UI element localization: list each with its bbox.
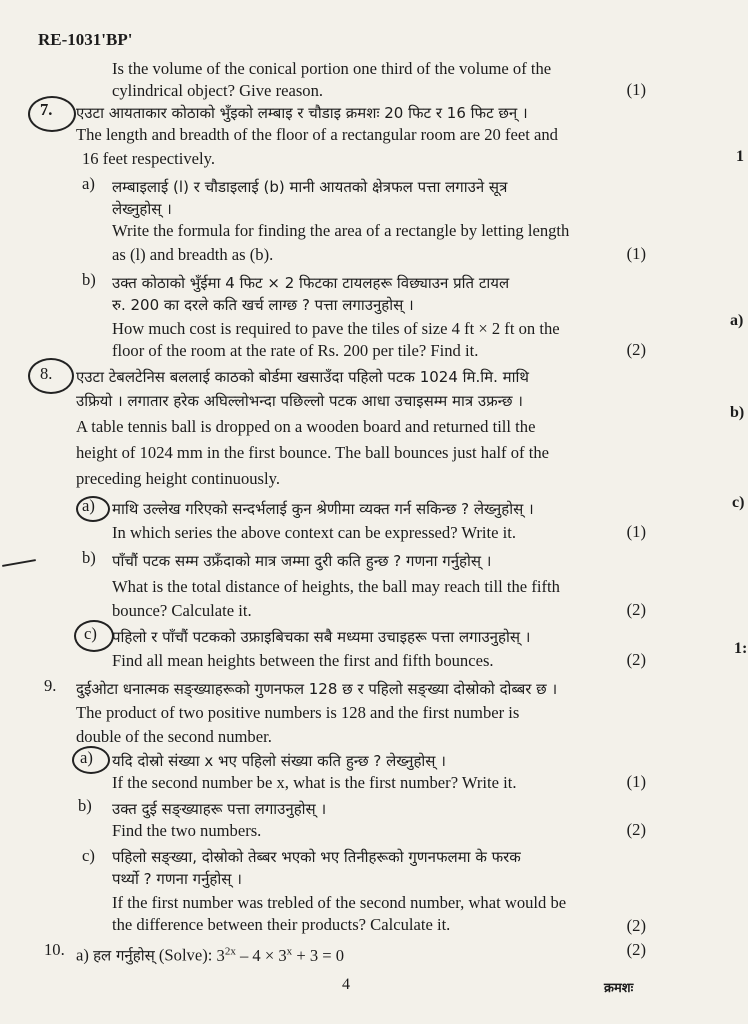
q10a-nepali-prefix: हल गर्नुहोस् xyxy=(93,946,155,965)
q8c-label: c) xyxy=(84,624,97,643)
q7b-english-2: floor of the room at the rate of Rs. 200 per tile? Find it. xyxy=(112,341,479,360)
q8-english-1: A table tennis ball is dropped on a wooden board and returned till the xyxy=(76,417,536,436)
q8a-label: a) xyxy=(82,496,95,515)
q9a-nepali-1: यदि दोस्रो संख्या x भए पहिलो संख्या कति हुन्छ ? लेख्नुहोस् । xyxy=(112,752,446,770)
q7a-nepali-1: लम्बाइलाई (l) र चौडाइलाई (b) मानी आयतको क्षेत्रफल पत्ता लगाउने सूत्र xyxy=(112,178,508,196)
q7a-label: a) xyxy=(82,174,95,193)
q9b-nepali-1: उक्त दुई सङ्ख्याहरू पत्ता लगाउनुहोस् । xyxy=(112,800,327,818)
margin-fragment-b: b) xyxy=(730,404,745,421)
q7-english-2: 16 feet respectively. xyxy=(82,149,215,168)
q8c-english-1: Find all mean heights between the first and fifth bounces. xyxy=(112,651,494,670)
continued-label: क्रमशः xyxy=(604,981,634,996)
q9-nepali-1: दुईओटा धनात्मक सङ्ख्याहरूको गुणनफल 128 छ र पहिलो सङ्ख्या दोस्रोको दोब्बर छ । xyxy=(76,680,558,698)
eq-exponent-2: x xyxy=(286,945,293,957)
q8c-marks: (2) xyxy=(626,650,646,669)
q8a-english-1: In which series the above context can be expressed? Write it. xyxy=(112,523,517,542)
q7b-nepali-1: उक्त कोठाको भुँईमा 4 फिट × 2 फिटका टायलहरू विछ्याउन प्रति टायल xyxy=(112,274,510,292)
eq-end: + 3 = 0 xyxy=(296,945,345,965)
q9b-label: b) xyxy=(78,796,92,815)
q9a-english-1: If the second number be x, what is the first number? Write it. xyxy=(112,773,517,792)
q7b-english-1: How much cost is required to pave the tiles of size 4 ft × 2 ft on the xyxy=(112,319,560,338)
margin-fragment-1: 1 xyxy=(736,148,744,165)
q10a-english-prefix: (Solve): xyxy=(158,945,213,965)
margin-fragment-c: c) xyxy=(732,494,745,511)
q7-number: 7. xyxy=(40,100,53,119)
margin-pen-stroke xyxy=(2,559,36,567)
q8b-label: b) xyxy=(82,548,96,567)
q8b-english-1: What is the total distance of heights, the ball may reach till the fifth xyxy=(112,577,560,596)
q10a-marks: (2) xyxy=(626,940,646,959)
margin-fragment-1b: 1: xyxy=(734,640,748,657)
q7a-marks: (1) xyxy=(626,244,646,263)
q9a-marks: (1) xyxy=(626,772,646,791)
q9-english-1: The product of two positive numbers is 128 and the first number is xyxy=(76,703,520,722)
q8a-marks: (1) xyxy=(626,522,646,541)
q9b-marks: (2) xyxy=(626,820,646,839)
q8-nepali-1: एउटा टेबलटेनिस बललाई काठको बोर्डमा खसाउँदा पहिलो पटक 1024 मि.मि. माथि xyxy=(76,368,529,386)
q9-english-2: double of the second number. xyxy=(76,727,272,746)
carryover-marks: (1) xyxy=(626,80,646,99)
q7-nepali-1: एउटा आयताकार कोठाको भुँइको लम्बाइ र चौडाइ क्रमशः 20 फिट र 16 फिट छन् । xyxy=(76,104,528,122)
q10a-equation xyxy=(217,946,345,965)
q9c-english-1: If the first number was trebled of the second number, what would be xyxy=(112,893,567,912)
q8b-english-2: bounce? Calculate it. xyxy=(112,601,252,620)
carryover-line-1: Is the volume of the conical portion one third of the volume of the xyxy=(112,59,552,78)
carryover-line-2: cylindrical object? Give reason. xyxy=(112,81,324,100)
page-number: 4 xyxy=(342,976,350,993)
q8-english-2: height of 1024 mm in the first bounce. The ball bounces just half of the xyxy=(76,443,549,462)
eq-base-1: 3 xyxy=(216,945,225,965)
q8-english-3: preceding height continuously. xyxy=(76,469,280,488)
q10a-label: a) xyxy=(76,945,89,965)
margin-fragment-a: a) xyxy=(730,312,744,329)
eq-middle: – 4 × 3 xyxy=(239,945,287,965)
q9c-english-2: the difference between their products? Calculate it. xyxy=(112,915,451,934)
q8-nepali-2: उफ्रियो । लगातार हरेक अघिल्लोभन्दा पछिल्लो पटक आधा उचाइसम्म मात्र उफ्रन्छ । xyxy=(76,392,523,410)
q8-number: 8. xyxy=(40,364,53,383)
q8c-nepali-1: पहिलो र पाँचौं पटकको उफ्राइबिचका सबै मध्यमा उचाइहरू पत्ता लगाउनुहोस् । xyxy=(112,628,531,646)
q7b-label: b) xyxy=(82,270,96,289)
eq-exponent-1: 2x xyxy=(224,945,236,957)
q7a-english-2: as (l) and breadth as (b). xyxy=(112,245,274,264)
exam-code: RE-1031'BP' xyxy=(38,30,133,49)
q8a-nepali-1: माथि उल्लेख गरिएको सन्दर्भलाई कुन श्रेणीमा व्यक्त गर्न सकिन्छ ? लेख्नुहोस् । xyxy=(112,500,534,518)
q9c-nepali-1: पहिलो सङ्ख्या, दोस्रोको तेब्बर भएको भए तिनीहरूको गुणनफलमा के फरक xyxy=(112,848,521,866)
q10a-line xyxy=(76,940,344,967)
q7-english-1: The length and breadth of the floor of a rectangular room are 20 feet and xyxy=(76,125,558,144)
q10-number: 10. xyxy=(44,940,65,959)
q9c-label: c) xyxy=(82,846,95,865)
q9-number: 9. xyxy=(44,676,57,695)
q9c-nepali-2: पर्थ्यो ? गणना गर्नुहोस् । xyxy=(112,870,242,888)
q9b-english-1: Find the two numbers. xyxy=(112,821,262,840)
q7b-marks: (2) xyxy=(626,340,646,359)
q9c-marks: (2) xyxy=(626,916,646,935)
q7a-english-1: Write the formula for finding the area of a rectangle by letting length xyxy=(112,221,570,240)
q8b-marks: (2) xyxy=(626,600,646,619)
q9a-label: a) xyxy=(80,748,93,767)
q7a-nepali-2: लेख्नुहोस् । xyxy=(112,200,172,218)
q7b-nepali-2: रु. 200 का दरले कति खर्च लाग्छ ? पत्ता लगाउनुहोस् । xyxy=(112,296,414,314)
q8b-nepali-1: पाँचौं पटक सम्म उफ्रँदाको मात्र जम्मा दुरी कति हुन्छ ? गणना गर्नुहोस् । xyxy=(112,552,492,570)
